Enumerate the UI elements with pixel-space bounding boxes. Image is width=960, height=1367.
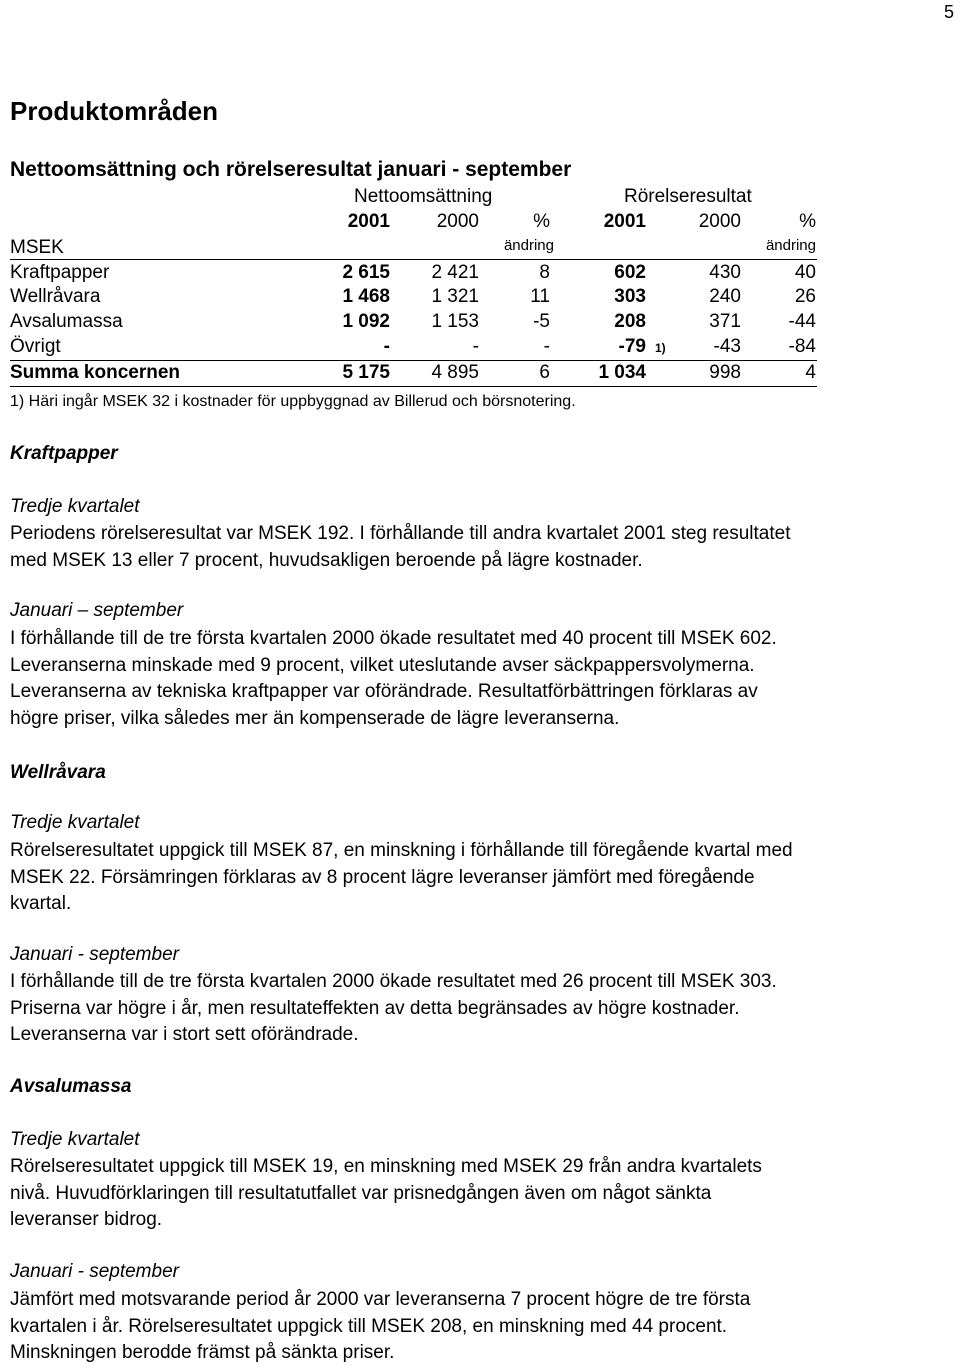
table-footnote: 1) Häri ingår MSEK 32 i kostnader för uppbyggnad av Billerud och börsnotering.	[10, 393, 576, 410]
row-label: Avsalumassa	[10, 311, 123, 332]
col-header-pct-sales: %	[533, 211, 550, 232]
paragraph: Periodens rörelseresultat var MSEK 192. I förhållande till andra kvartalet 2001 steg resultatet med MSEK 13 eller 7 procent, huvudsakligen beroende på lägre kostnader.	[10, 523, 791, 571]
table-rule-total	[10, 360, 817, 361]
section-title-kraftpapper: Kraftpapper	[10, 443, 118, 464]
row-label: Wellråvara	[10, 286, 101, 307]
cell-result-change: -44	[788, 311, 816, 332]
row-label: Kraftpapper	[10, 262, 110, 283]
cell-result-2000: 371	[709, 311, 741, 332]
cell-result-2001: -79	[618, 336, 646, 357]
cell-sales-2000: 1 153	[431, 311, 479, 332]
subheading-q3: Tredje kvartalet	[10, 496, 140, 517]
unit-label: MSEK	[10, 237, 64, 258]
page-number: 5	[943, 2, 954, 22]
table-rule-top	[10, 259, 817, 260]
cell-sales-change: 6	[539, 362, 550, 383]
cell-sales-change: -5	[533, 311, 550, 332]
group-header-net-sales: Nettoomsättning	[354, 186, 493, 207]
cell-result-2001: 303	[614, 286, 646, 307]
subheading-jan-sep: Januari - september	[10, 944, 179, 965]
cell-result-2000: -43	[713, 336, 741, 357]
cell-sales-2000: -	[472, 336, 479, 357]
cell-sales-change: -	[543, 336, 550, 357]
subheading-jan-sep: Januari - september	[10, 1261, 179, 1282]
table-rule-bottom	[10, 386, 817, 387]
group-header-operating-result: Rörelseresultat	[624, 186, 752, 207]
row-label: Övrigt	[10, 336, 61, 357]
change-label-result: ändring	[765, 237, 816, 254]
col-header-2000-result: 2000	[698, 211, 741, 232]
section-title-avsalumassa: Avsalumassa	[10, 1076, 132, 1097]
cell-result-change: 26	[794, 286, 816, 307]
col-header-2001-sales: 2001	[347, 211, 390, 232]
paragraph: Jämfört med motsvarande period år 2000 var leveranserna 7 procent högre de tre första kvartalen i år. Rörelseresultatet uppgick till MSEK 208, en minskning med 44 procent. Minskningen berodde främst på sänkta priser.	[10, 1289, 751, 1363]
cell-sales-2001: -	[383, 336, 390, 357]
cell-result-change: 4	[805, 362, 816, 383]
paragraph: I förhållande till de tre första kvartalen 2000 ökade resultatet med 40 procent till MSEK 602. Leveranserna minskade med 9 procent, vilket uteslutande avser säckpappersvolymerna. Leveranserna av tekniska kraftpapper var oförändrade. Resultatförbättringen förklaras av högre priser, vilka således mer än kompenserade de lägre leveranserna.	[10, 628, 777, 729]
paragraph: Rörelseresultatet uppgick till MSEK 87, en minskning i förhållande till föregående kvartal med MSEK 22. Försämringen förklaras av 8 procent lägre leveranser jämfört med föregående kvartal.	[10, 840, 793, 914]
subheading-q3: Tredje kvartalet	[10, 1129, 140, 1150]
cell-result-2001: 208	[614, 311, 646, 332]
cell-sales-2000: 4 895	[431, 362, 479, 383]
cell-sales-2001: 1 468	[342, 286, 390, 307]
table-title: Nettoomsättning och rörelseresultat januari - september	[10, 158, 572, 181]
col-header-pct-result: %	[799, 211, 816, 232]
change-label-sales: ändring	[503, 237, 554, 254]
cell-result-change: 40	[794, 262, 816, 283]
section-title-wellravara: Wellråvara	[10, 762, 106, 783]
cell-sales-2000: 2 421	[431, 262, 479, 283]
cell-sales-2000: 1 321	[431, 286, 479, 307]
cell-result-2001: 1 034	[598, 362, 646, 383]
cell-result-2000: 998	[709, 362, 741, 383]
cell-sales-2001: 1 092	[342, 311, 390, 332]
row-label-total: Summa koncernen	[10, 362, 180, 383]
cell-sales-2001: 2 615	[342, 262, 390, 283]
col-header-2000-sales: 2000	[436, 211, 479, 232]
page-title: Produktområden	[10, 96, 219, 126]
subheading-q3: Tredje kvartalet	[10, 812, 140, 833]
subheading-jan-sep: Januari – september	[10, 600, 184, 621]
cell-sales-change: 8	[539, 262, 550, 283]
paragraph: I förhållande till de tre första kvartalen 2000 ökade resultatet med 26 procent till MSEK 303. Priserna var högre i år, men resultateffekten av detta begränsades av högre kostnader. Leveranserna var i stort sett oförändrade.	[10, 971, 777, 1045]
cell-result-2001: 602	[614, 262, 646, 283]
cell-result-2000: 240	[709, 286, 741, 307]
cell-sales-2001: 5 175	[342, 362, 390, 383]
col-header-2001-result: 2001	[603, 211, 646, 232]
paragraph: Rörelseresultatet uppgick till MSEK 19, en minskning med MSEK 29 från andra kvartalets nivå. Huvudförklaringen till resultatutfallet var prisnedgången även om något sänkta leveranser bidrog.	[10, 1156, 762, 1230]
footnote-marker: 1)	[655, 341, 666, 355]
cell-result-change: -84	[788, 336, 816, 357]
cell-sales-change: 11	[530, 286, 550, 307]
cell-result-2000: 430	[709, 262, 741, 283]
